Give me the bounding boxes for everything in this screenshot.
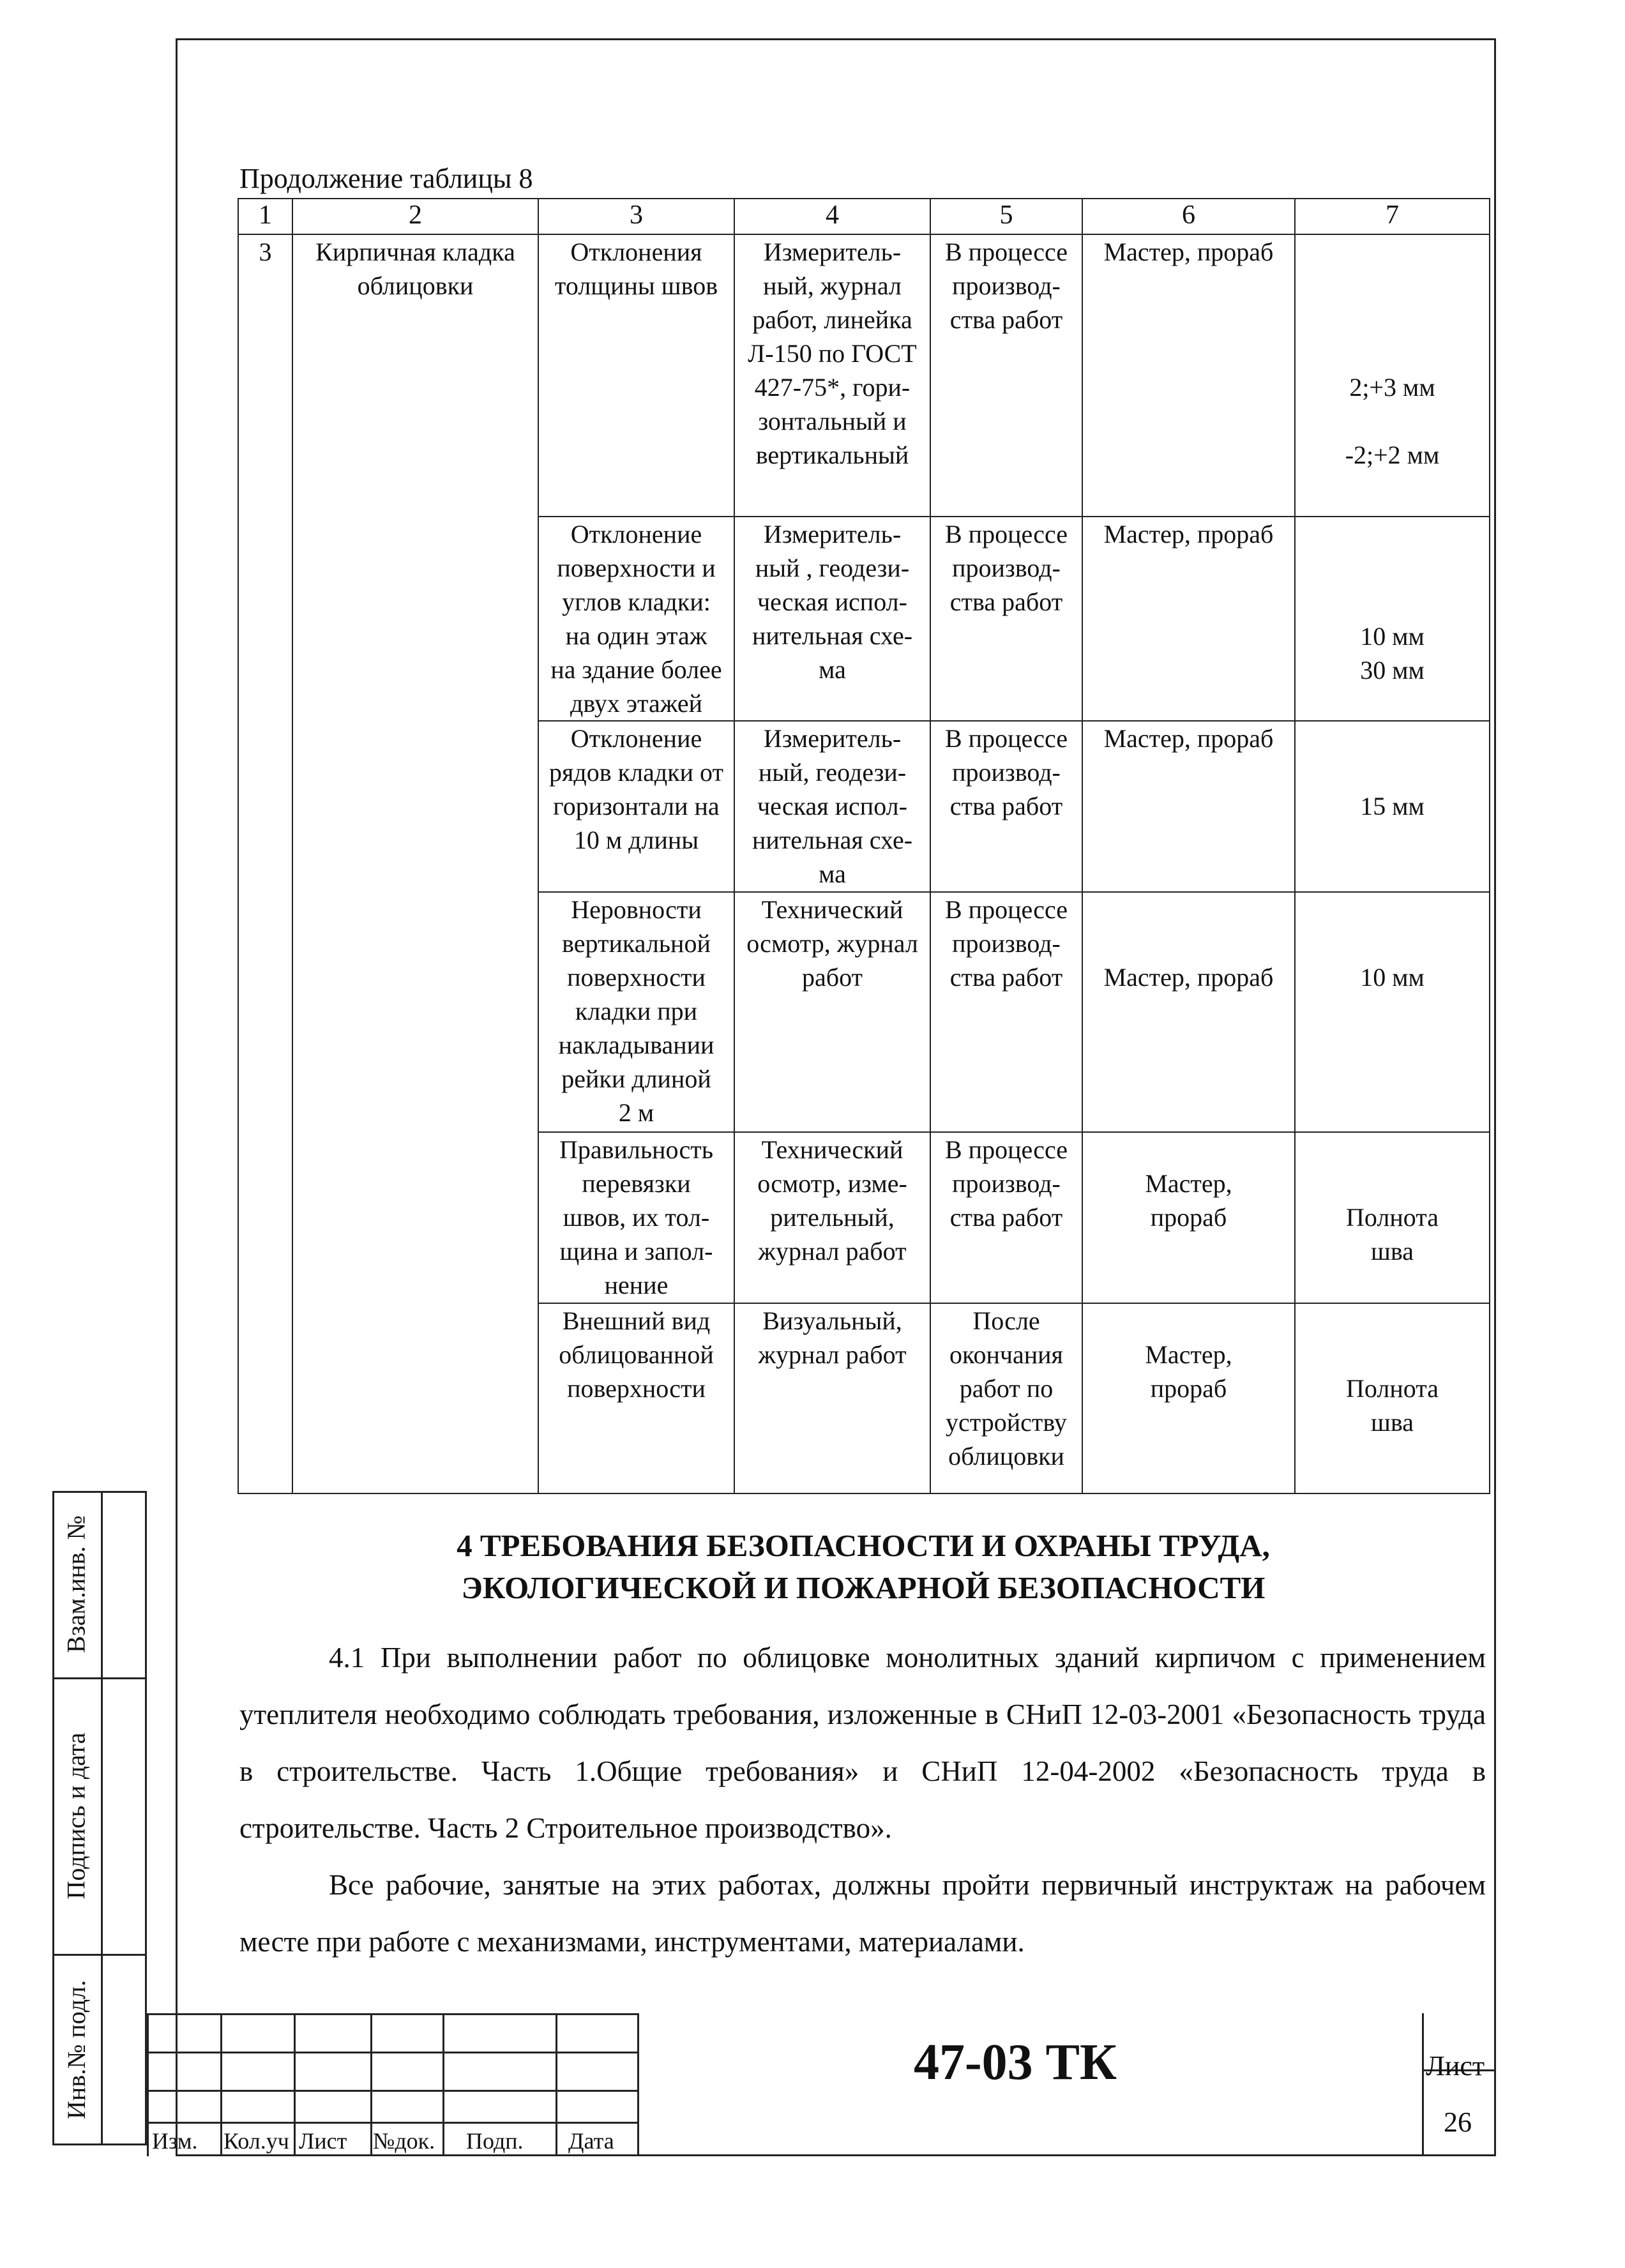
responsible-text: Мастер, прораб [1103, 963, 1274, 992]
title-block-line [442, 2013, 444, 2156]
title-block-line [556, 2013, 557, 2156]
table-caption: Продолжение таблицы 8 [239, 163, 533, 194]
stamp-col-izm: Изм. [152, 2128, 198, 2154]
timing-cell: В процессе производ- ства работ [930, 892, 1082, 1132]
method-cell: Измеритель- ный , геодези- ческая испол- нительная схе- ма [734, 517, 930, 721]
tolerance-text: 10 мм 30 мм [1360, 622, 1425, 684]
method-cell: Технический осмотр, изме- рительный, журнал работ [734, 1132, 930, 1303]
sheet-label: Лист [1426, 2050, 1485, 2082]
method-cell: Технический осмотр, журнал работ [734, 892, 930, 1132]
header-cell: 3 [538, 199, 734, 234]
stamp-col-ndok: №док. [373, 2128, 435, 2154]
tolerance-text: 10 мм [1360, 963, 1425, 992]
side-label-text: Подпись и дата [62, 1732, 91, 1900]
section-heading-line: 4 ТРЕБОВАНИЯ БЕЗОПАСНОСТИ И ОХРАНЫ ТРУДА, [457, 1528, 1270, 1563]
responsible-text: Мастер, прораб [1145, 1340, 1232, 1403]
header-cell: 7 [1295, 199, 1490, 234]
stamp-col-data: Дата [568, 2128, 614, 2154]
side-label-text: Инв.№ подл. [62, 1980, 91, 2119]
side-label-signature-date [52, 1677, 101, 1954]
control-table [238, 198, 1490, 1494]
method-cell: Измеритель- ный, геодези- ческая испол- нительная схе- ма [734, 721, 930, 892]
responsible-cell: Мастер, прораб [1082, 721, 1295, 892]
section-heading [238, 1525, 1489, 1609]
tolerance-cell [1295, 234, 1490, 517]
tolerance-text: 15 мм [1360, 792, 1425, 820]
method-cell: Визуальный, журнал работ [734, 1303, 930, 1493]
side-stamp-divider [101, 1491, 103, 2145]
table-row [238, 234, 1490, 517]
title-block-line [147, 2013, 149, 2156]
timing-cell: В процессе производ- ства работ [930, 721, 1082, 892]
responsible-cell: Мастер, прораб [1082, 517, 1295, 721]
title-block-line [294, 2013, 296, 2156]
tolerance-cell [1295, 721, 1490, 892]
header-cell: 2 [292, 199, 538, 234]
title-block-line [220, 2013, 222, 2156]
stamp-col-list: Лист [299, 2128, 347, 2154]
timing-cell: В процессе производ- ства работ [930, 234, 1082, 517]
work-type-cell: Кирпичная кладка облицовки [292, 234, 538, 1493]
tolerance-cell [1295, 892, 1490, 1132]
parameter-cell: Внешний вид облицованной поверхности [538, 1303, 734, 1493]
timing-cell: В процессе производ- ства работ [930, 517, 1082, 721]
header-cell: 6 [1082, 199, 1295, 234]
responsible-cell [1082, 1303, 1295, 1493]
responsible-text: Мастер, прораб [1145, 1169, 1232, 1232]
tolerance-cell [1295, 1132, 1490, 1303]
method-cell: Измеритель- ный, журнал работ, линейка Л-150 по ГОСТ 427-75*, гори- зонтальный и вертикальный [734, 234, 930, 517]
parameter-cell: Отклонения толщины швов [538, 234, 734, 517]
side-label-replace-inv [52, 1491, 101, 1677]
row-number-cell: 3 [238, 234, 292, 1493]
side-label-inv-orig [52, 1954, 101, 2145]
responsible-cell: Мастер, прораб [1082, 234, 1295, 517]
timing-cell: В процессе производ- ства работ [930, 1132, 1082, 1303]
table-header-row [238, 199, 1490, 234]
title-block-line [1422, 2013, 1424, 2156]
parameter-cell: Отклонение поверхности и углов кладки: на один этаж на здание более двух этажей [538, 517, 734, 721]
paragraph-workers: Все рабочие, занятые на этих работах, должны пройти первичный инструктаж на рабочем месте при работе с механизмами, инструментами, материалами. [239, 1869, 1486, 1958]
tolerance-text: Полнота шва [1346, 1374, 1439, 1437]
document-code: 47-03 ТК [913, 2034, 1117, 2090]
tolerance-cell [1295, 517, 1490, 721]
tolerance-cell [1295, 1303, 1490, 1493]
sheet-number: 26 [1444, 2106, 1472, 2138]
side-label-text: Взам.инв. № [62, 1515, 91, 1653]
tolerance-text: 2;+3 мм -2;+2 мм [1345, 373, 1440, 469]
title-block-line [370, 2013, 372, 2156]
header-cell: 5 [930, 199, 1082, 234]
responsible-cell [1082, 892, 1295, 1132]
parameter-cell: Правильность перевязки швов, их тол- щина и запол- нение [538, 1132, 734, 1303]
responsible-cell [1082, 1132, 1295, 1303]
parameter-cell: Неровности вертикальной поверхности кладки при накладывании рейки длиной 2 м [538, 892, 734, 1132]
parameter-cell: Отклонение рядов кладки от горизонтали на 10 м длины [538, 721, 734, 892]
header-cell: 4 [734, 199, 930, 234]
tolerance-text: Полнота шва [1346, 1203, 1439, 1266]
header-cell: 1 [238, 199, 292, 234]
section-heading-line: ЭКОЛОГИЧЕСКОЙ И ПОЖАРНОЙ БЕЗОПАСНОСТИ [461, 1570, 1266, 1605]
stamp-col-koluch: Кол.уч [223, 2128, 289, 2154]
paragraph-4-1: 4.1 При выполнении работ по облицовке монолитных зданий кирпичом с применением утеплителя необходимо соблюдать требования, изложенные в СНиП 12-03-2001 «Безопасность труда в строительстве. Часть 1.Общие требования» и СНиП 12-04-2002 «Безопасность труда в строительстве. Часть 2 Строительное производство». [239, 1642, 1486, 1844]
stamp-col-podp: Подп. [466, 2128, 524, 2154]
timing-cell: После окончания работ по устройству облицовки [930, 1303, 1082, 1493]
